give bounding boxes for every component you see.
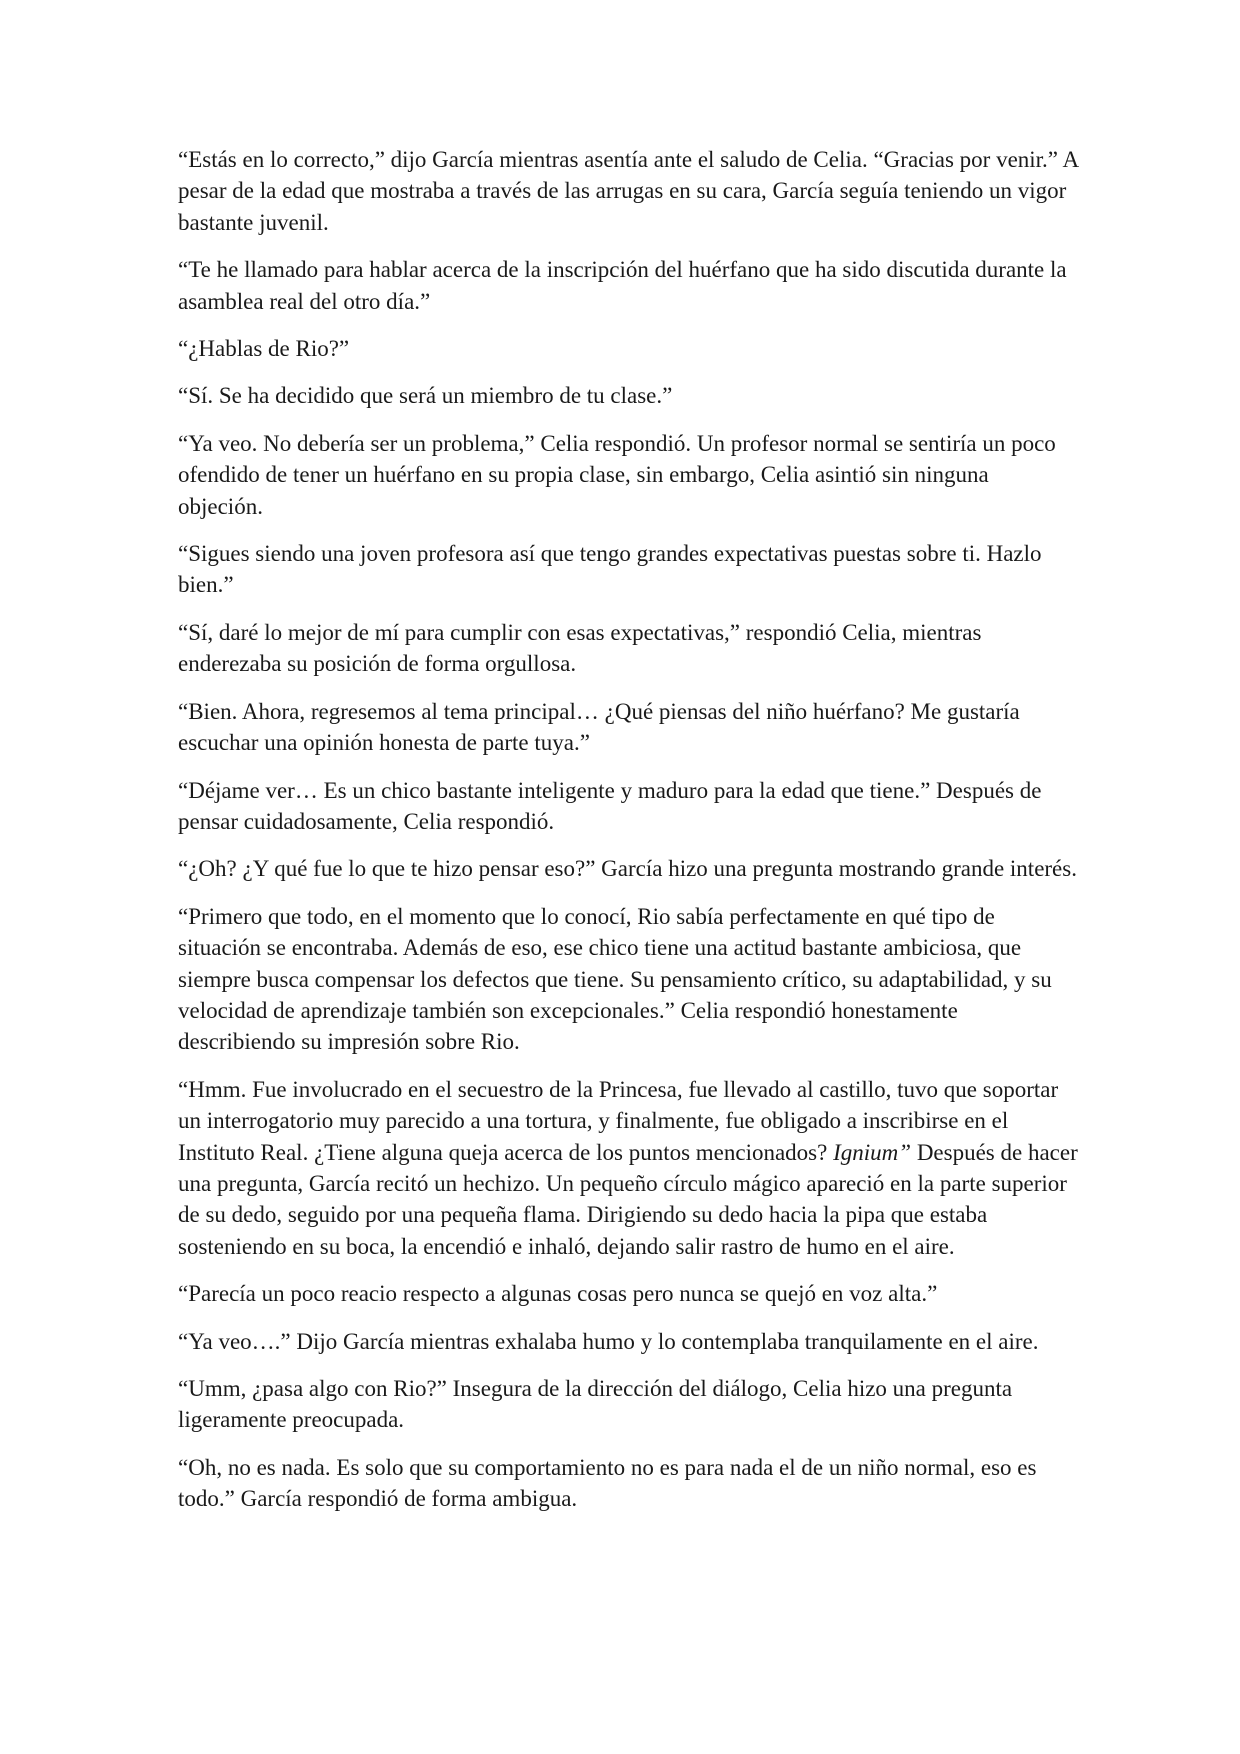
paragraph-7: “Sí, daré lo mejor de mí para cumplir con esas expectativas,” respondió Celia, mientras enderezaba su posición de forma orgullosa. xyxy=(178,619,982,677)
paragraph-3: “¿Hablas de Rio?” xyxy=(178,336,350,362)
paragraph-9: “Déjame ver… Es un chico bastante inteligente y maduro para la edad que tiene.” Después de pensar cuidadosamente, Celia respondió. xyxy=(178,777,1042,834)
paragraph-2: “Te he llamado para hablar acerca de la inscripción del huérfano que ha sido discutida durante la asamblea real del otro día.” xyxy=(178,257,1067,314)
paragraph-16: “Oh, no es nada. Es solo que su comportamiento no es para nada el de un niño normal, eso es todo.” García respondió de forma ambigua. xyxy=(178,1454,1037,1512)
paragraph-4: “Sí. Se ha decidido que será un miembro de tu clase.” xyxy=(178,383,673,409)
paragraph-14: “Ya veo….” Dijo García mientras exhalaba humo y lo contemplaba tranquilamente en el aire. xyxy=(178,1328,1039,1354)
spell-name-italic: Ignium” xyxy=(833,1139,912,1165)
paragraph-8: “Bien. Ahora, regresemos al tema principal… ¿Qué piensas del niño huérfano? Me gustaría escuchar una opinión honesta de parte tuya.” xyxy=(178,698,1020,756)
paragraph-5: “Ya veo. No debería ser un problema,” Celia respondió. Un profesor normal se sentiría un poco ofendido de tener un huérfano en su propia clase, sin embargo, Celia asintió sin ninguna objeción. xyxy=(178,430,1056,519)
paragraph-12-text-after: Después de hacer una pregunta, García recitó un hechizo. Un pequeño círculo mágico apareció en la parte superior de su dedo, seguido por una pequeña flama. Dirigiendo su dedo hacia la pipa que estaba sosteniendo en su boca, la encendió e inhaló, dejando salir rastro de humo en el aire. xyxy=(178,1139,1078,1259)
body-text xyxy=(178,144,1078,1531)
paragraph-15: “Umm, ¿pasa algo con Rio?” Insegura de la dirección del diálogo, Celia hizo una pregunta ligeramente preocupada. xyxy=(178,1376,1013,1433)
paragraph-10: “¿Oh? ¿Y qué fue lo que te hizo pensar eso?” García hizo una pregunta mostrando grande interés. xyxy=(178,856,1077,882)
paragraph-6: “Sigues siendo una joven profesora así que tengo grandes expectativas puestas sobre ti. Hazlo bien.” xyxy=(178,541,1042,598)
paragraph-12-text-before: “Hmm. Fue involucrado en el secuestro de la Princesa, fue llevado al castillo, tuvo que soportar un interrogatorio muy parecido a una tortura, y finalmente, fue obligado a inscribirse en el Instituto Real. ¿Tiene alguna queja acerca de los puntos mencionados? xyxy=(178,1076,1059,1165)
paragraph-12 xyxy=(178,1074,1078,1262)
paragraph-1: “Estás en lo correcto,” dijo García mientras asentía ante el saludo de Celia. “Gracias por venir.” A pesar de la edad que mostraba a través de las arrugas en su cara, García seguía teniendo un vigor bastante juvenil. xyxy=(178,147,1078,235)
paragraph-11: “Primero que todo, en el momento que lo conocí, Rio sabía perfectamente en qué tipo de situación se encontraba. Además de eso, ese chico tiene una actitud bastante ambiciosa, que siempre busca compensar los defectos que tiene. Su pensamiento crítico, su adaptabilidad, y su velocidad de aprendizaje también son excepcionales.” Celia respondió honestamente describiendo su impresión sobre Rio. xyxy=(178,903,1052,1055)
paragraph-13: “Parecía un poco reacio respecto a algunas cosas pero nunca se quejó en voz alta.” xyxy=(178,1281,938,1307)
